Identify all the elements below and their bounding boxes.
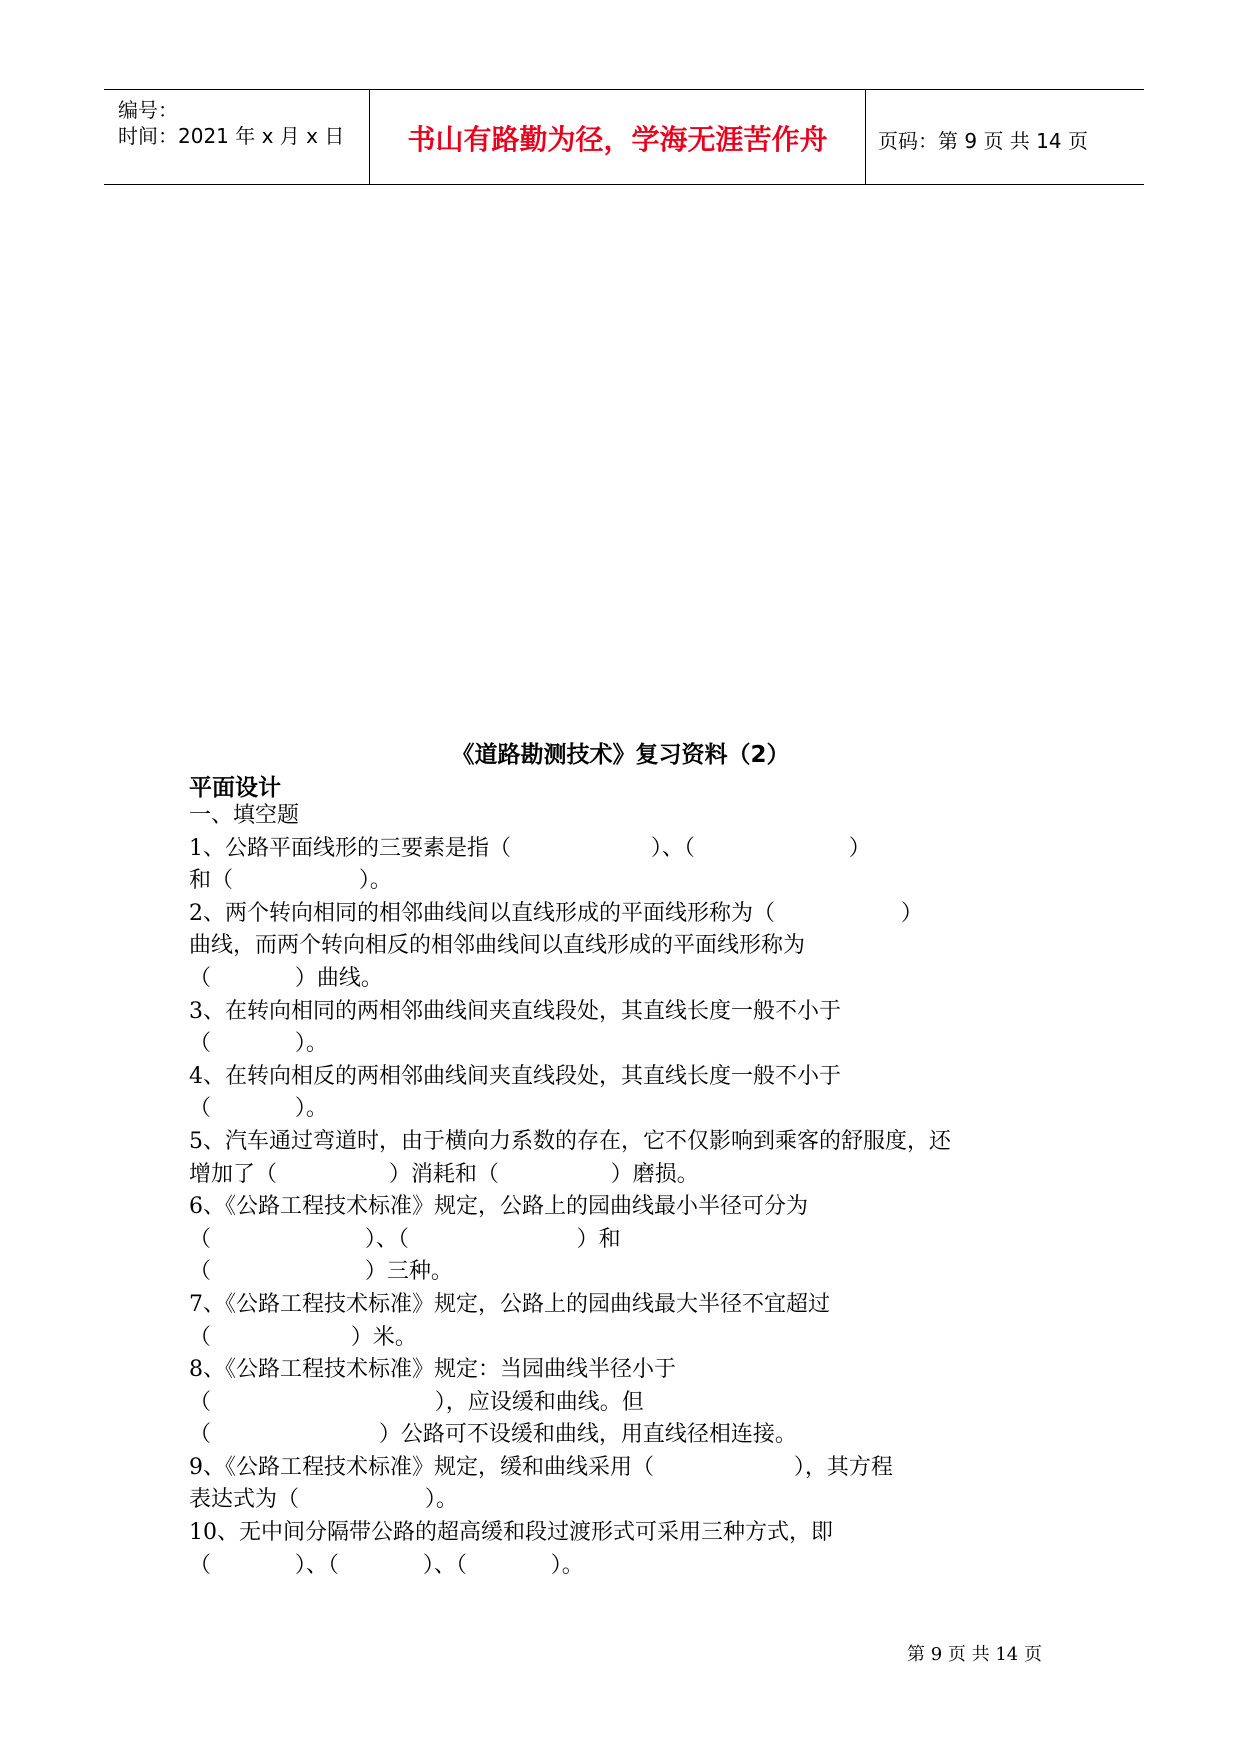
doc-content <box>189 800 1089 1582</box>
doc-title: 《道路勘测技术》复习资料（2） <box>451 742 790 768</box>
text-line: （ ）、（ ）、（ ）。 <box>189 1552 584 1578</box>
section-heading: 平面设计 <box>189 775 281 801</box>
text-line: 7、《公路工程技术标准》规定，公路上的园曲线最大半径不宜超过 <box>189 1291 830 1317</box>
text-line: （ ）、（ ）和 <box>189 1226 621 1252</box>
time-label: 时间：2021 年 x 月 x 日 <box>118 124 345 148</box>
header-center-cell <box>369 90 866 184</box>
page-label: 页码：第 9 页 共 14 页 <box>878 129 1088 153</box>
text-line: 一、填空题 <box>189 803 300 828</box>
text-line: 4、在转向相反的两相邻曲线间夹直线段处，其直线长度一般不小于 <box>189 1063 841 1089</box>
text-line: 1、公路平面线形的三要素是指（ ）、（ ） <box>189 835 871 861</box>
text-line: （ ）公路可不设缓和曲线，用直线径相连接。 <box>189 1422 797 1448</box>
text-line: 3、在转向相同的两相邻曲线间夹直线段处，其直线长度一般不小于 <box>189 998 841 1024</box>
header-left-cell <box>104 90 369 184</box>
text-line: 9、《公路工程技术标准》规定，缓和曲线采用（ ），其方程 <box>189 1454 893 1480</box>
text-line: 和（ ）。 <box>189 868 392 894</box>
text-line: （ ）。 <box>189 1096 328 1122</box>
text-line: 10、无中间分隔带公路的超高缓和段过渡形式可采用三种方式，即 <box>189 1520 833 1546</box>
text-line: 8、《公路工程技术标准》规定：当园曲线半径小于 <box>189 1357 676 1383</box>
page-footer: 第 9 页 共 14 页 <box>907 1644 1042 1665</box>
header-table <box>104 89 1144 185</box>
number-label: 编号： <box>118 98 178 122</box>
text-line: 6、《公路工程技术标准》规定，公路上的园曲线最小半径可分为 <box>189 1194 808 1220</box>
text-line: （ ），应设缓和曲线。但 <box>189 1389 644 1415</box>
text-line: 2、两个转向相同的相邻曲线间以直线形成的平面线形称为（ ） <box>189 900 923 926</box>
text-line: 增加了（ ）消耗和（ ）磨损。 <box>189 1161 699 1187</box>
text-line: （ ）。 <box>189 1031 328 1057</box>
text-line: 曲线，而两个转向相反的相邻曲线间以直线形成的平面线形称为 <box>189 933 806 959</box>
text-line: 表达式为（ ）。 <box>189 1487 458 1513</box>
text-line: （ ）曲线。 <box>189 965 383 991</box>
text-line: （ ）米。 <box>189 1324 417 1350</box>
text-line: 5、汽车通过弯道时，由于横向力系数的存在，它不仅影响到乘客的舒服度，还 <box>189 1128 951 1154</box>
text-line: （ ）三种。 <box>189 1259 453 1285</box>
motto: 书山有路勤为径，学海无涯苦作舟 <box>407 123 828 156</box>
header-right-cell <box>866 90 1144 184</box>
